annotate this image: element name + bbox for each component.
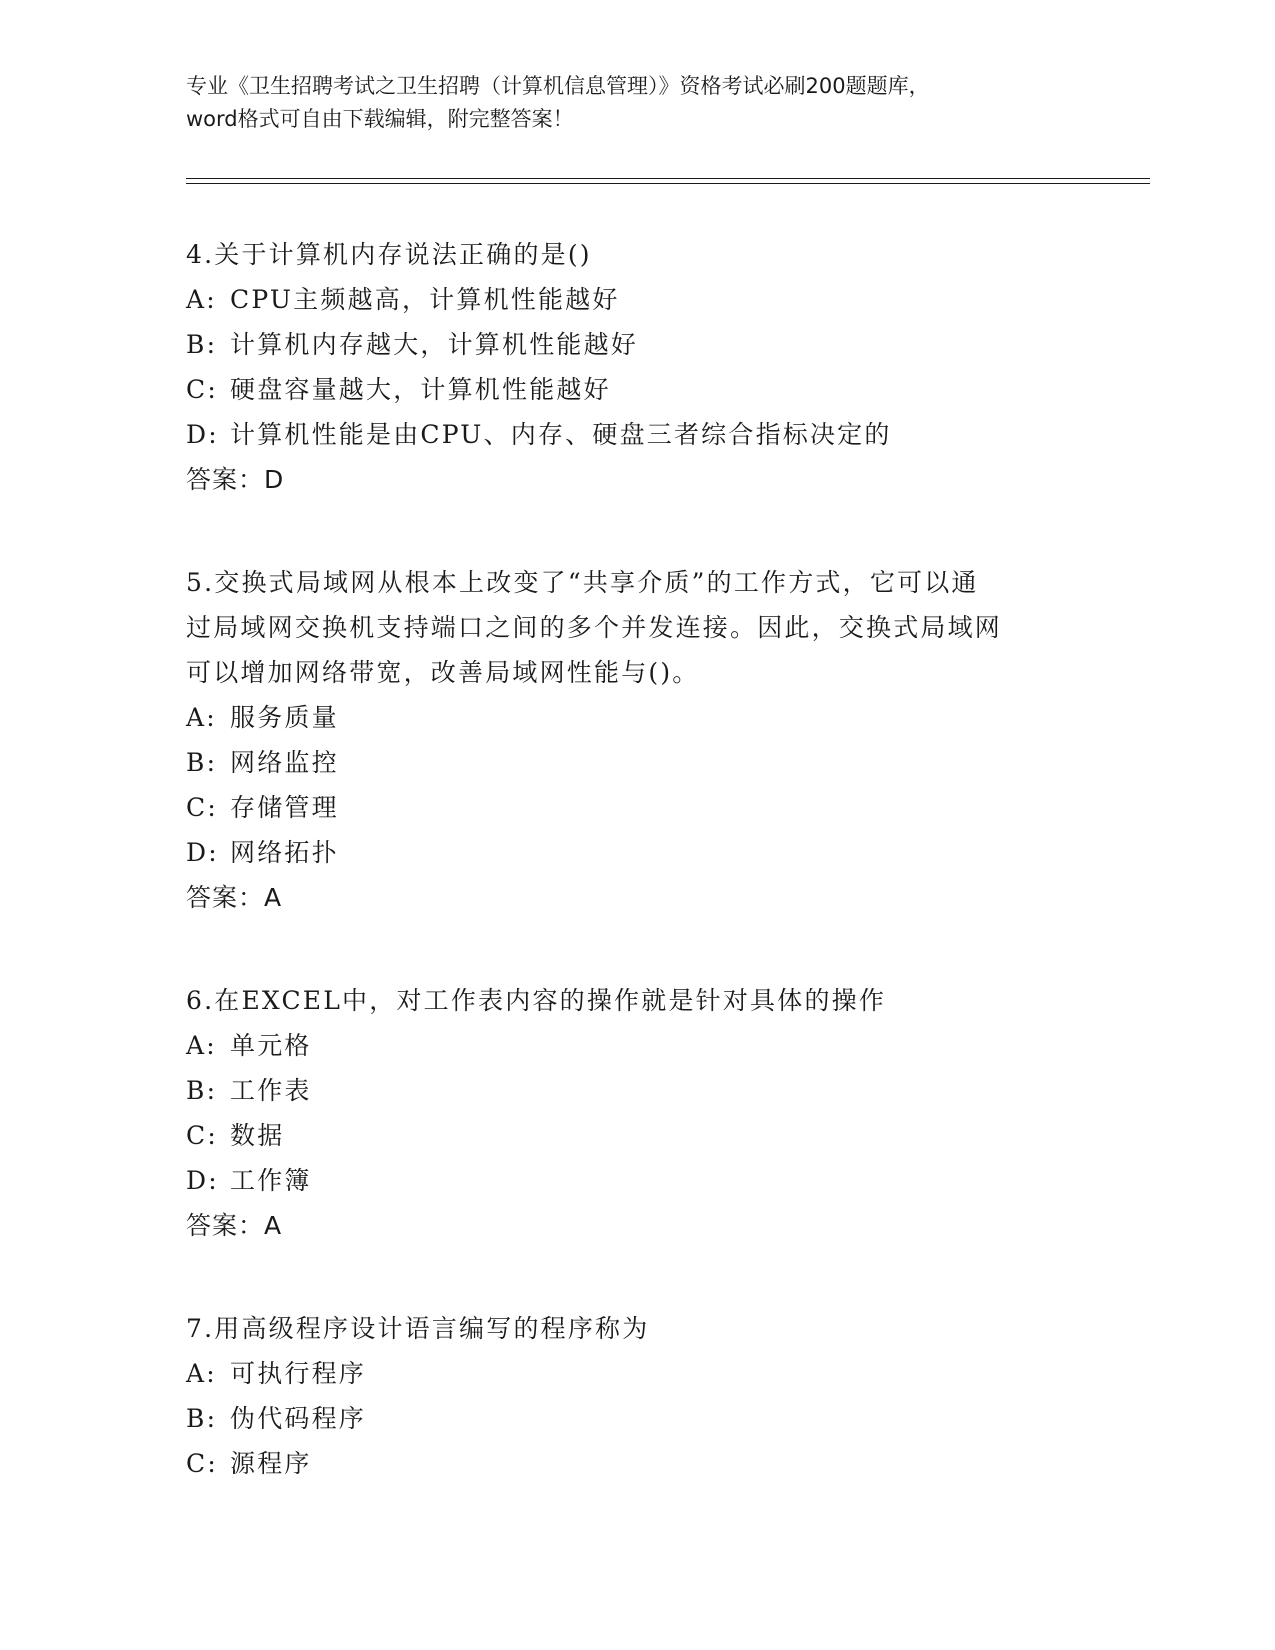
document-header bbox=[186, 70, 1066, 136]
option-text: 单元格 bbox=[230, 1031, 312, 1060]
answer-option bbox=[186, 740, 1086, 785]
option-text: 源程序 bbox=[230, 1449, 312, 1478]
option-key: D: bbox=[186, 1166, 219, 1195]
answer-option bbox=[186, 1351, 1086, 1396]
option-text: 伪代码程序 bbox=[230, 1404, 367, 1433]
question-stem-line: 7.用高级程序设计语言编写的程序称为 bbox=[186, 1314, 650, 1343]
option-key: B: bbox=[186, 1404, 218, 1433]
header-divider-top bbox=[186, 178, 1150, 179]
question-stem-line: 过局域网交换机支持端口之间的多个并发连接。因此，交换式局域网 bbox=[186, 613, 1003, 642]
answer-option bbox=[186, 1441, 1086, 1486]
question-block bbox=[186, 232, 1086, 502]
option-text: 计算机性能是由CPU、内存、硬盘三者综合指标决定的 bbox=[230, 420, 892, 449]
question-stem-line: 可以增加网络带宽，改善局域网性能与()。 bbox=[186, 658, 700, 687]
option-key: A: bbox=[186, 1031, 217, 1060]
option-key: C: bbox=[186, 375, 218, 404]
answer-option bbox=[186, 830, 1086, 875]
option-key: D: bbox=[186, 838, 219, 867]
answer-option bbox=[186, 785, 1086, 830]
option-key: B: bbox=[186, 748, 218, 777]
option-text: 数据 bbox=[230, 1121, 285, 1150]
answer-option bbox=[186, 412, 1086, 457]
header-line-1: 专业《卫生招聘考试之卫生招聘（计算机信息管理）》资格考试必刷200题题库， bbox=[186, 74, 930, 98]
option-key: C: bbox=[186, 1121, 218, 1150]
answer-key: 答案：A bbox=[186, 1211, 283, 1240]
option-key: A: bbox=[186, 1359, 217, 1388]
option-key: C: bbox=[186, 793, 218, 822]
answer-option bbox=[186, 1068, 1086, 1113]
answer-option bbox=[186, 1023, 1086, 1068]
question-block bbox=[186, 978, 1086, 1248]
option-key: C: bbox=[186, 1449, 218, 1478]
option-text: CPU主频越高，计算机性能越好 bbox=[230, 285, 620, 314]
header-divider-bottom bbox=[186, 183, 1150, 184]
question-block bbox=[186, 560, 1086, 920]
answer-option bbox=[186, 1396, 1086, 1441]
option-text: 网络拓扑 bbox=[230, 838, 339, 867]
question-stem-line: 6.在EXCEL中，对工作表内容的操作就是针对具体的操作 bbox=[186, 986, 887, 1015]
question-stem-line: 5.交换式局域网从根本上改变了“共享介质”的工作方式，它可以通 bbox=[186, 568, 979, 597]
option-text: 硬盘容量越大，计算机性能越好 bbox=[230, 375, 611, 404]
option-text: 可执行程序 bbox=[230, 1359, 367, 1388]
option-text: 服务质量 bbox=[230, 703, 339, 732]
option-text: 工作簿 bbox=[230, 1166, 312, 1195]
option-key: A: bbox=[186, 285, 217, 314]
option-text: 网络监控 bbox=[230, 748, 339, 777]
option-text: 存储管理 bbox=[230, 793, 339, 822]
answer-option bbox=[186, 277, 1086, 322]
question-list bbox=[186, 232, 1086, 1544]
option-key: B: bbox=[186, 330, 218, 359]
answer-option bbox=[186, 695, 1086, 740]
question-block bbox=[186, 1306, 1086, 1486]
question-stem-line: 4.关于计算机内存说法正确的是() bbox=[186, 240, 592, 269]
answer-option bbox=[186, 322, 1086, 367]
answer-option bbox=[186, 1113, 1086, 1158]
answer-option bbox=[186, 1158, 1086, 1203]
header-line-2: word格式可自由下载编辑，附完整答案！ bbox=[186, 107, 574, 131]
option-key: B: bbox=[186, 1076, 218, 1105]
option-text: 计算机内存越大，计算机性能越好 bbox=[230, 330, 639, 359]
answer-key: 答案：D bbox=[186, 465, 285, 494]
option-key: D: bbox=[186, 420, 219, 449]
answer-option bbox=[186, 367, 1086, 412]
option-text: 工作表 bbox=[230, 1076, 312, 1105]
option-key: A: bbox=[186, 703, 217, 732]
answer-key: 答案：A bbox=[186, 883, 283, 912]
